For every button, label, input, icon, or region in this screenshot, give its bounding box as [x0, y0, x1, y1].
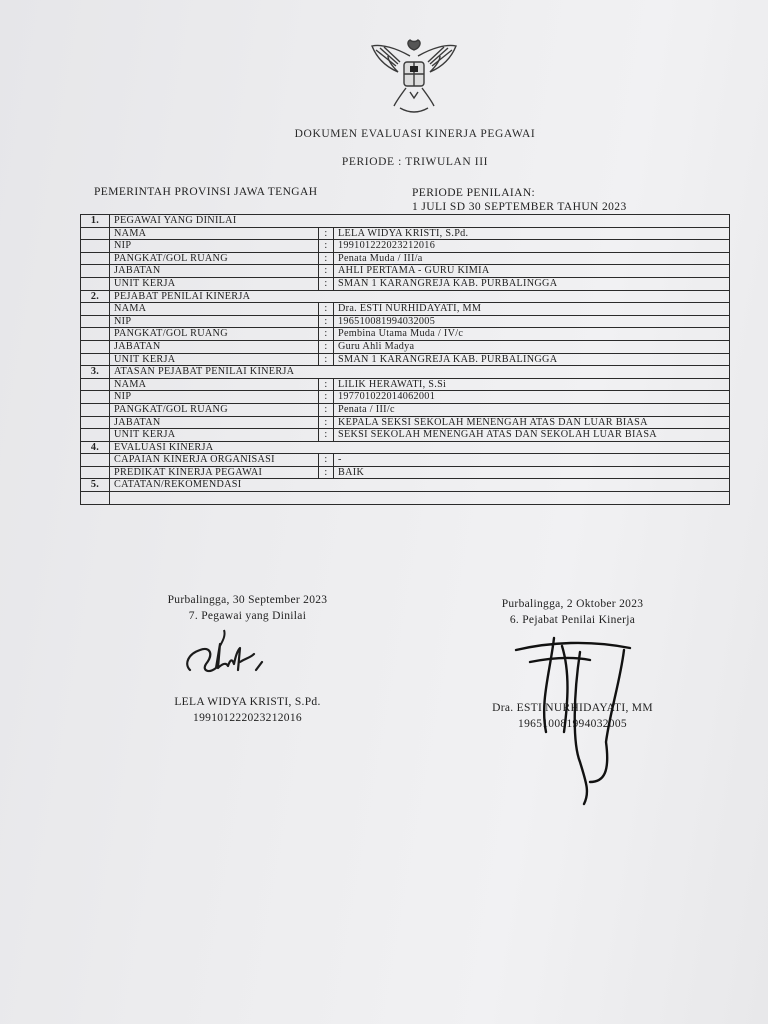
- table-row: [81, 303, 730, 316]
- field-sep: :: [319, 353, 334, 366]
- table-row: [81, 391, 730, 404]
- field-label: NAMA: [110, 378, 319, 391]
- field-sep: :: [319, 416, 334, 429]
- field-label: UNIT KERJA: [110, 277, 319, 290]
- section-number-spacer: [81, 378, 110, 391]
- table-row: [81, 353, 730, 366]
- section-number: 3.: [81, 366, 110, 379]
- section-number-spacer: [81, 277, 110, 290]
- section-number-spacer: [81, 252, 110, 265]
- field-sep: :: [319, 227, 334, 240]
- handwritten-signature-employee: [180, 624, 270, 680]
- signer-role: 7. Pegawai yang Dinilai: [188, 610, 307, 622]
- table-row: [81, 454, 730, 467]
- section-number-spacer: [81, 227, 110, 240]
- field-value: Guru Ahli Madya: [334, 340, 730, 353]
- assessment-period: [412, 186, 627, 214]
- section-number-spacer: [81, 391, 110, 404]
- table-row: [81, 315, 730, 328]
- place-date: Purbalingga, 2 Oktober 2023: [501, 598, 644, 610]
- field-value: Dra. ESTI NURHIDAYATI, MM: [334, 303, 730, 316]
- section-number-spacer: [81, 403, 110, 416]
- field-value: 199101222023212016: [334, 240, 730, 253]
- section-number: 4.: [81, 441, 110, 454]
- section-header-row: [81, 290, 730, 303]
- field-sep: :: [319, 277, 334, 290]
- section-title: PEGAWAI YANG DINILAI: [110, 215, 730, 228]
- field-sep: :: [319, 240, 334, 253]
- section-title: CATATAN/REKOMENDASI: [110, 479, 730, 492]
- field-value: KEPALA SEKSI SEKOLAH MENENGAH ATAS DAN LUAR BIASA: [334, 416, 730, 429]
- table-row: [81, 378, 730, 391]
- section-number-spacer: [81, 429, 110, 442]
- field-label: CAPAIAN KINERJA ORGANISASI: [110, 454, 319, 467]
- field-label: PANGKAT/GOL RUANG: [110, 328, 319, 341]
- field-value: BAIK: [334, 466, 730, 479]
- field-label: UNIT KERJA: [110, 429, 319, 442]
- section-title: PEJABAT PENILAI KINERJA: [110, 290, 730, 303]
- section-number-spacer: [81, 454, 110, 467]
- field-sep: :: [319, 403, 334, 416]
- field-label: JABATAN: [110, 416, 319, 429]
- field-label: NIP: [110, 240, 319, 253]
- field-sep: :: [319, 252, 334, 265]
- field-label: PREDIKAT KINERJA PEGAWAI: [110, 466, 319, 479]
- signer-name: LELA WIDYA KRISTI, S.Pd.: [174, 696, 321, 708]
- field-sep: :: [319, 378, 334, 391]
- section-number-spacer: [81, 466, 110, 479]
- handwritten-signature-assessor: [510, 632, 650, 812]
- section-number-spacer: [81, 328, 110, 341]
- section-number-spacer: [81, 353, 110, 366]
- field-sep: :: [319, 265, 334, 278]
- table-row: [81, 429, 730, 442]
- section-title: ATASAN PEJABAT PENILAI KINERJA: [110, 366, 730, 379]
- field-sep: :: [319, 391, 334, 404]
- field-label: JABATAN: [110, 340, 319, 353]
- field-label: NAMA: [110, 303, 319, 316]
- period-heading: PERIODE : TRIWULAN III: [341, 156, 489, 168]
- section-number-spacer: [81, 265, 110, 278]
- field-value: LILIK HERAWATI, S.Si: [334, 378, 730, 391]
- table-row: [81, 403, 730, 416]
- section-number-spacer: [81, 240, 110, 253]
- section-header-row: [81, 479, 730, 492]
- table-row: [81, 277, 730, 290]
- table-row: [81, 328, 730, 341]
- section-number-spacer: [81, 416, 110, 429]
- section-number: 5.: [81, 479, 110, 492]
- section-number: 2.: [81, 290, 110, 303]
- section-header-row: [81, 366, 730, 379]
- table-row: [81, 252, 730, 265]
- field-sep: :: [319, 328, 334, 341]
- section-title: EVALUASI KINERJA: [110, 441, 730, 454]
- field-label: PANGKAT/GOL RUANG: [110, 252, 319, 265]
- signer-name: Dra. ESTI NURHIDAYATI, MM: [492, 702, 653, 714]
- field-label: PANGKAT/GOL RUANG: [110, 403, 319, 416]
- section-number: 1.: [81, 215, 110, 228]
- section-number-spacer: [81, 340, 110, 353]
- assessment-period-value: 1 JULI SD 30 SEPTEMBER TAHUN 2023: [412, 201, 627, 213]
- field-value: LELA WIDYA KRISTI, S.Pd.: [334, 227, 730, 240]
- signer-role: 6. Pejabat Penilai Kinerja: [509, 614, 636, 626]
- signer-name-block: [130, 694, 365, 726]
- section-header-row: [81, 215, 730, 228]
- field-value: AHLI PERTAMA - GURU KIMIA: [334, 265, 730, 278]
- section-number-spacer: [81, 303, 110, 316]
- field-value: SMAN 1 KARANGREJA KAB. PURBALINGGA: [334, 277, 730, 290]
- government-name: PEMERINTAH PROVINSI JAWA TENGAH: [94, 186, 318, 198]
- field-sep: :: [319, 466, 334, 479]
- garuda-emblem-icon: [366, 36, 462, 120]
- section-header-row: [81, 441, 730, 454]
- field-label: NAMA: [110, 227, 319, 240]
- field-sep: :: [319, 429, 334, 442]
- field-value: 197701022014062001: [334, 391, 730, 404]
- field-label: NIP: [110, 391, 319, 404]
- table-row: [81, 416, 730, 429]
- evaluation-table: [80, 214, 730, 505]
- signer-nip: 196510081994032005: [518, 718, 627, 730]
- place-date: Purbalingga, 30 September 2023: [167, 594, 328, 606]
- signature-block-employee: [130, 592, 365, 724]
- field-sep: :: [319, 303, 334, 316]
- table-row: [81, 265, 730, 278]
- section-number-spacer: [81, 492, 110, 505]
- field-value: Penata Muda / III/a: [334, 252, 730, 265]
- signer-nip: 199101222023212016: [193, 712, 302, 724]
- table-row: [81, 466, 730, 479]
- field-sep: :: [319, 454, 334, 467]
- section-number-spacer: [81, 315, 110, 328]
- signature-block-assessor: [470, 596, 675, 730]
- field-label: UNIT KERJA: [110, 353, 319, 366]
- field-value: SEKSI SEKOLAH MENENGAH ATAS DAN SEKOLAH LUAR BIASA: [334, 429, 730, 442]
- field-value: 196510081994032005: [334, 315, 730, 328]
- field-sep: :: [319, 340, 334, 353]
- field-value: SMAN 1 KARANGREJA KAB. PURBALINGGA: [334, 353, 730, 366]
- field-label: JABATAN: [110, 265, 319, 278]
- table-row: [81, 340, 730, 353]
- empty-notes-row: [81, 492, 730, 505]
- table-row: [81, 227, 730, 240]
- field-label: NIP: [110, 315, 319, 328]
- field-value: Pembina Utama Muda / IV/c: [334, 328, 730, 341]
- field-sep: :: [319, 315, 334, 328]
- table-row: [81, 240, 730, 253]
- notes-cell: [110, 492, 730, 505]
- assessment-period-label: PERIODE PENILAIAN:: [412, 187, 536, 199]
- field-value: Penata / III/c: [334, 403, 730, 416]
- field-value: -: [334, 454, 730, 467]
- document-title: DOKUMEN EVALUASI KINERJA PEGAWAI: [294, 128, 536, 140]
